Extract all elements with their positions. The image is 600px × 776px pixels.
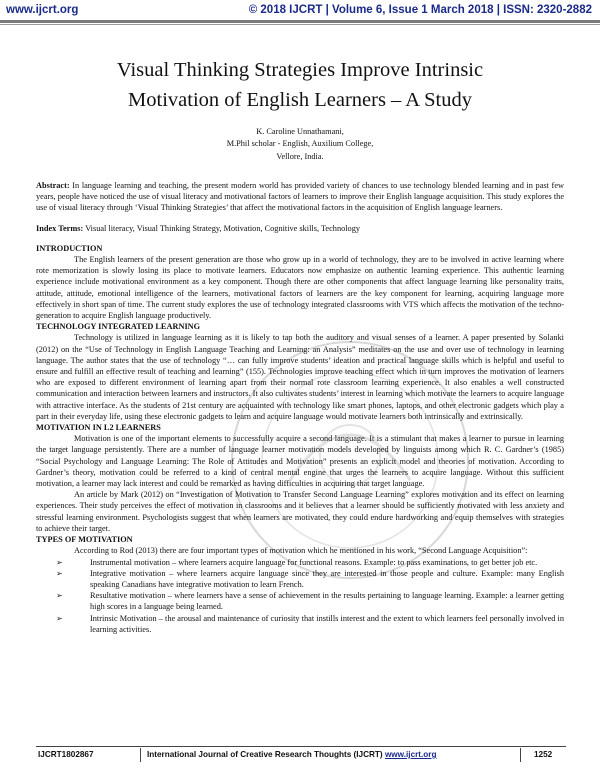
section-heading-introduction: INTRODUCTION <box>36 243 103 253</box>
paper-title <box>40 55 560 115</box>
footer-paper-code: IJCRT1802867 <box>38 750 94 759</box>
abstract-label: Abstract: <box>36 181 70 190</box>
footer-page-number: 1252 <box>534 750 553 759</box>
footer-journal: International Journal of Creative Research Thoughts (IJCRT) www.ijcrt.org <box>147 750 437 759</box>
list-item: ➢ Integrative motivation – where learners acquire language since they are interested in those people and culture. Example: many English speaking Canadians have integrative motivation to learn French. <box>56 568 564 589</box>
arrow-bullet-icon: ➢ <box>56 591 63 601</box>
header-rule-thin <box>0 24 600 25</box>
abstract-text: In language learning and teaching, the present modern world has provided variety of chances to use technology blended learning and in past few years, people have noticed the use of visual literacy and motivational factors of learners to improve their English language acquisition. This study explores the use of visual literacy through ‘Visual Thinking Strategies’ that affect the motivational factors in the acquisition of English language learners. <box>36 181 564 213</box>
footer-separator <box>140 748 141 762</box>
arrow-bullet-icon: ➢ <box>56 568 63 578</box>
page-header <box>0 0 600 28</box>
footer-separator <box>520 748 521 762</box>
page-footer <box>0 746 600 776</box>
motivation-paragraph-1: Motivation is one of the important elements to successfully acquire a second language. It is a stimulant that makes a learner to pursue in learning the target language persistently. There are a number of language learner motivation models developed by linguists among which R. C. Gardner’s (1985) “Social Psychology and Language Learning: The Role of Attitudes and Motivation” presents an explicit model and theories of motivation. According to Gardner’s theory, motivation could be referred to a kind of central mental engine that urges the learners to acquire language. Without this sufficient motivation, a learner may lack interest and could be remarked as having difficulties in acquiring that target language. <box>36 434 564 489</box>
author-name: K. Caroline Unnathamani, <box>256 127 344 136</box>
header-rule <box>0 20 600 23</box>
intro-paragraph: The English learners of the present generation are those who grow up in a world of technology, they are to be involved in active learning where rote memorization is slowly losing its place to motivate learners. Educators now emphasize on authentic learning experience. This authentic learning experience include motivational environment as a key component. Though there are other components that affect language learning like personality traits, attitude, attitude, emotional intelligence of the learners, motivational factors of learners are the key component for learning, acquiring language more effectively in short span of time. The current study explores the use of technology integrated classrooms with VTS which affects the motivation of the techno-generation to acquire English language productively. <box>36 255 564 321</box>
title-line-1: Visual Thinking Strategies Improve Intrinsic <box>116 59 484 81</box>
motivation-types-list <box>36 557 564 635</box>
index-terms-label: Index Terms: <box>36 223 84 233</box>
header-journal-info: © 2018 IJCRT | Volume 6, Issue 1 March 2018 | ISSN: 2320-2882 <box>248 4 592 16</box>
list-item: ➢ Instrumental motivation – where learners acquire language for functional reasons. Example: to pass examinations, to get better job etc. <box>56 557 538 567</box>
abstract <box>36 180 564 214</box>
arrow-bullet-icon: ➢ <box>56 613 63 623</box>
author-block <box>100 126 500 163</box>
index-terms <box>36 223 564 234</box>
author-affiliation: M.Phil scholar - English, Auxilium College, <box>226 139 374 149</box>
types-paragraph: According to Rod (2013) there are four important types of motivation which he mentioned in his work, “Second Language Acquisition”: <box>74 546 528 556</box>
footer-rule <box>36 746 566 747</box>
section-heading-technology: TECHNOLOGY INTEGRATED LEARNING <box>36 322 201 332</box>
arrow-bullet-icon: ➢ <box>56 557 63 567</box>
author-location: Vellore, India. <box>276 151 324 161</box>
motivation-paragraph-2: An article by Mark (2012) on “Investigation of Motivation to Transfer Second Language Learning” explores motivation and its effect on learning experiences. Their study perceives the effect of motivation in classrooms and it believes that a learner should be sufficiently motivated with less anxiety and stressful learning environment. Psychologists suggest that when learners are motivated, they could endure hardworking and equip themselves with strategies to achieve their target. <box>36 490 564 533</box>
footer-site-link[interactable]: www.ijcrt.org <box>384 750 437 759</box>
index-terms-text: Visual literacy, Visual Thinking Strategy, Motivation, Cognitive skills, Technology <box>83 223 360 233</box>
list-item: ➢ Resultative motivation – where learners have a sense of achievement in the results pertaining to language learning. Example: a learner getting high scores in a language being learned. <box>56 591 564 612</box>
section-heading-types: TYPES OF MOTIVATION <box>36 535 133 545</box>
technology-paragraph: Technology is utilized in language learning as it is likely to tap both the auditory and visual senses of a learner. A paper presented by Solanki (2012) on the “Use of Technology in English Language Teaching and Learning: an Analysis” meditates on the use and over use of technology in learning language. The author states that the use of technology “… can fully improve students’ ideation and practical language skills which is helpful and useful to ensure and fulfill an effective result of teaching and learning” (155). Technologies improve teaching effect which in turn improves the motivation of learners who are exposed to different environment of learning apart from their normal rote classroom learning experience. It also enables a well constructed communication and interaction between learners and instructors. It also cultivates students’ interest in learning which motivate the learners to acquire language with attractive interface. As the students of 21st century are acquainted with technology like smart phones, laptops, and other electronic gadgets which play a part in their everyday life, using these electronic gadgets to learn and acquire language would motivate learners both intrinsically and extrinsically. <box>36 333 564 421</box>
title-line-2: Motivation of English Learners – A Study <box>128 89 472 111</box>
list-item: ➢ Intrinsic Motivation – the arousal and maintenance of curiosity that instills interest and the extent to which learners feel personally involved in learning activities. <box>56 613 564 634</box>
header-site-link[interactable]: www.ijcrt.org <box>6 4 79 16</box>
paper-body <box>36 180 564 635</box>
section-heading-motivation: MOTIVATION IN L2 LEARNERS <box>36 423 161 433</box>
